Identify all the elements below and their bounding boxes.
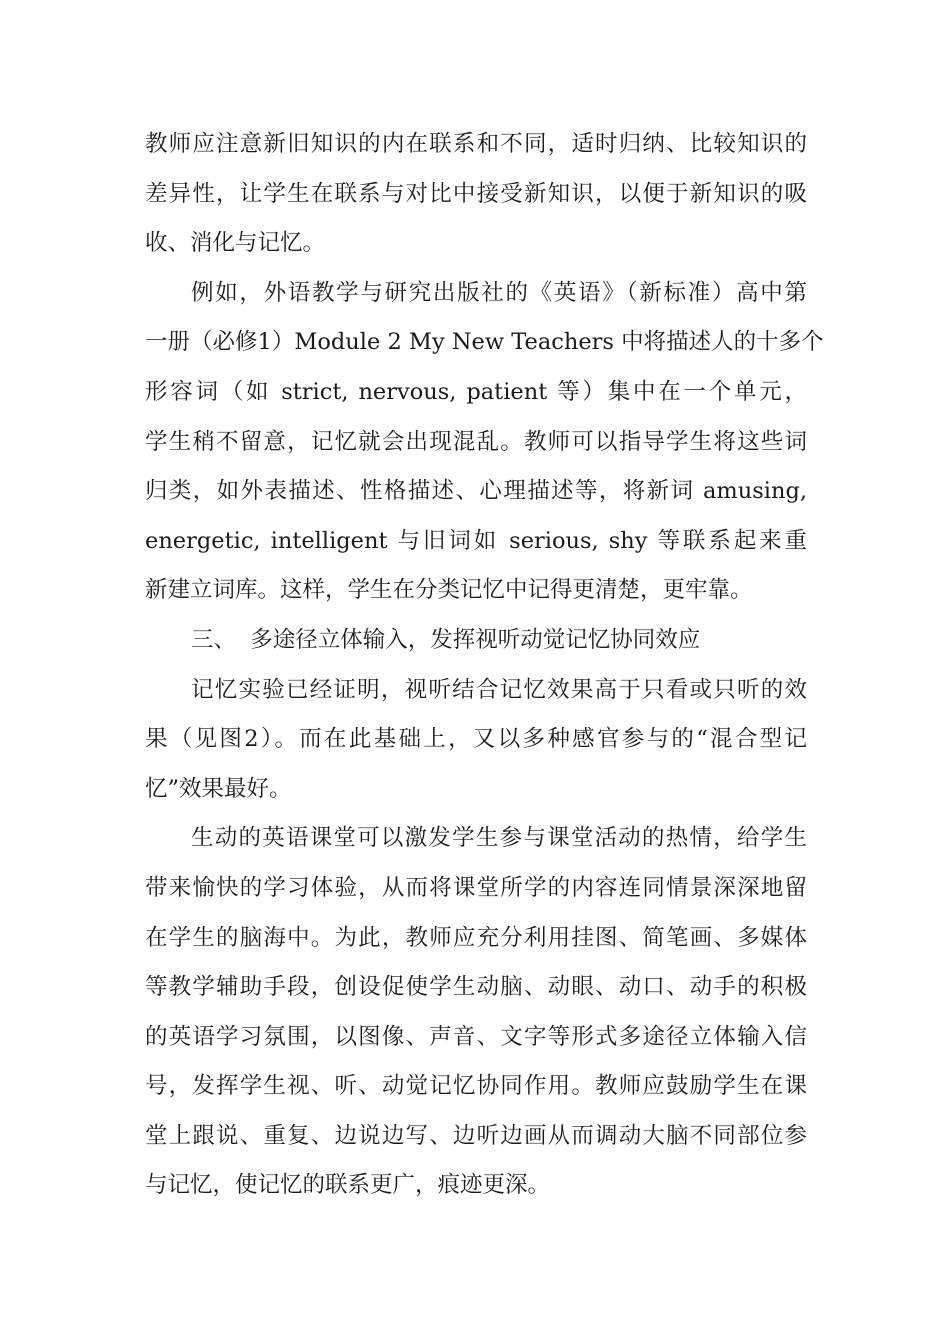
text-line: 堂上跟说、重复、边说边写、边听边画从而调动大脑不同部位参 [145,1122,807,1149]
paragraph-example-module2 [145,269,824,616]
text-line: 记忆实验已经证明，视听结合记忆效果高于只看或只听的效 [191,676,807,703]
text-line: 带来愉快的学习体验，从而将课堂所学的内容连同情景深深地留 [145,874,807,901]
text-line: 忆”效果最好。 [145,775,292,802]
text-line: 与记忆，使记忆的联系更广，痕迹更深。 [145,1172,551,1199]
text-line: 的英语学习氛围，以图像、声音、文字等形式多途径立体输入信 [145,1023,807,1050]
text-line: 学生稍不留意，记忆就会出现混乱。教师可以指导学生将这些词 [145,428,807,455]
text-line: 形容词（如 strict, nervous, patient 等）集中在一个单元， [145,378,807,405]
text-line: 归类，如外表描述、性格描述、心理描述等，将新词 amusing, [145,478,807,505]
section-heading-3 [145,616,807,666]
text-line: 等教学辅助手段，创设促使学生动脑、动眼、动口、动手的积极 [145,974,807,1001]
paragraph-knowledge-comparison [145,120,807,269]
text-line: 教师应注意新旧知识的内在联系和不同，适时归纳、比较知识的 [145,131,807,157]
document-body [145,120,824,1211]
paragraph-lively-classroom [145,814,807,1211]
text-line: 在学生的脑海中。为此，教师应充分利用挂图、简笔画、多媒体 [145,924,807,951]
text-line: 收、消化与记忆。 [145,230,326,257]
text-line: 号，发挥学生视、听、动觉记忆协同作用。教师应鼓励学生在课 [145,1073,807,1100]
text-line: 例如，外语教学与研究出版社的《英语》（新标准）高中第 [191,279,807,306]
text-line: 新建立词库。这样，学生在分类记忆中记得更清楚，更牢靠。 [145,577,753,604]
section-heading-text: 三、 多途径立体输入，发挥视听动觉记忆协同效应 [191,626,701,653]
text-line: 一册（必修1）Module 2 My New Teachers 中将描述人的十多个 [145,329,824,356]
paragraph-memory-experiment [145,666,807,815]
text-line: 生动的英语课堂可以激发学生参与课堂活动的热情，给学生 [191,825,807,852]
text-line: 果（见图2）。而在此基础上，又以多种感官参与的“混合型记 [145,726,807,753]
text-line: energetic, intelligent 与旧词如 serious, shy 等联系起来重 [145,527,807,554]
text-line: 差异性，让学生在联系与对比中接受新知识，以便于新知识的吸 [145,180,807,207]
